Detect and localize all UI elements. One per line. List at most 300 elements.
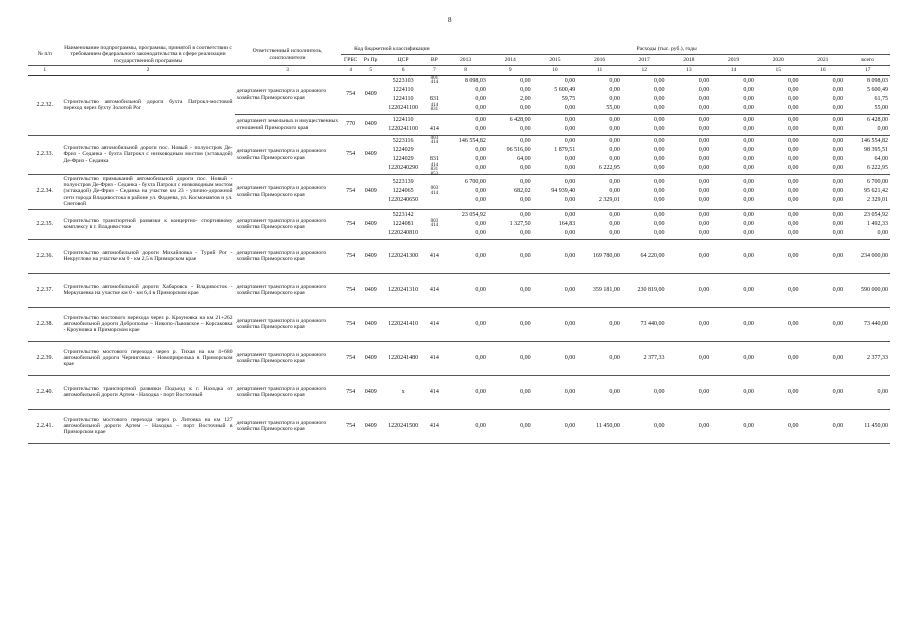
row-name: Строительство автомобильной дороги бухта Патрокл-мостовой переход через бухту Золотой Рог [61, 75, 234, 135]
year-value: 0,00 [609, 320, 620, 327]
total-value: 61,75 [874, 95, 888, 102]
year-value: 0,00 [743, 137, 754, 144]
year-value: 0,00 [832, 211, 844, 218]
total-value: 0,00 [877, 229, 888, 236]
year-value: 0,00 [475, 388, 486, 395]
year-value: 2 377,33 [643, 354, 665, 361]
row-year-list [577, 135, 622, 174]
csr-code: 5223103 [392, 77, 414, 84]
row-year-list [622, 135, 667, 174]
row-year-list [756, 174, 801, 209]
row-number: 2.2.39. [28, 341, 61, 375]
year-value: 169 780,00 [592, 252, 620, 259]
row-total-list [845, 75, 890, 114]
year-value: 0,00 [654, 104, 665, 111]
row-year-list [488, 409, 533, 443]
year-value: 11 450,00 [596, 422, 620, 429]
row-rzpr: 0409 [361, 307, 381, 341]
year-value: 0,00 [475, 104, 486, 111]
row-year-list [533, 114, 578, 135]
row-year-list [622, 341, 667, 375]
vr-code: 831 [429, 95, 439, 102]
row-year-list [667, 409, 712, 443]
year-value: 0,00 [698, 137, 710, 144]
row-csr-list [381, 75, 426, 114]
row-year-list [667, 114, 712, 135]
row-total-list [845, 341, 890, 375]
year-value: 0,00 [698, 125, 710, 132]
col-total: всего [845, 55, 890, 66]
year-value: 0,00 [564, 229, 576, 236]
year-value: 0,00 [698, 104, 710, 111]
year-value: 0,00 [832, 95, 844, 102]
row-year-list [488, 273, 533, 307]
year-value: 0,00 [788, 179, 799, 186]
row-vr-list [425, 273, 443, 307]
row-rzpr: 0409 [361, 114, 381, 135]
vr-code: 414 [429, 422, 439, 429]
year-value: 0,00 [564, 354, 576, 361]
row-grbs: 754 [341, 75, 361, 114]
year-value: 64 220,00 [640, 252, 665, 259]
year-value: 0,00 [475, 146, 486, 153]
year-value: 0,00 [564, 211, 576, 218]
row-year-list [711, 75, 756, 114]
row-total-list [845, 409, 890, 443]
year-value: 0,00 [654, 179, 665, 186]
column-number: 11 [577, 66, 622, 75]
year-value: 0,00 [520, 422, 531, 429]
vr-code-group [427, 187, 441, 196]
row-year-list [488, 341, 533, 375]
row-executor: департамент транспорта и дорожного хозяйства Приморского края [235, 375, 341, 409]
col-year: 2014 [488, 55, 533, 66]
row-year-list [488, 135, 533, 174]
col-name: Наименование подпрограммы, программы, принятой в соответствии с требованием федерального законодательства в сфере реализации государственной программы [61, 44, 234, 66]
year-value: 0,00 [475, 286, 486, 293]
row-year-list [577, 75, 622, 114]
row-vr-list [425, 341, 443, 375]
vr-code-group [427, 286, 441, 295]
table-row [28, 341, 890, 375]
year-value: 0,00 [698, 197, 710, 204]
row-csr-list [381, 239, 426, 273]
year-value: 230 819,00 [637, 286, 665, 293]
col-year: 2020 [756, 55, 801, 66]
row-executor: департамент транспорта и дорожного хозяйства Приморского края [235, 273, 341, 307]
year-value: 0,00 [832, 354, 844, 361]
total-value: 0,00 [877, 388, 888, 395]
year-value: 0,00 [788, 95, 799, 102]
year-value: 0,00 [475, 422, 486, 429]
row-year-list [756, 75, 801, 114]
total-value: 2 329,01 [867, 197, 888, 204]
column-number: 15 [756, 66, 801, 75]
row-year-list [488, 174, 533, 209]
csr-code: 1224081 [392, 220, 414, 227]
year-value: 0,00 [564, 125, 576, 132]
year-value: 0,00 [743, 188, 754, 195]
table-row [28, 209, 890, 239]
year-value: 0,00 [609, 229, 620, 236]
year-value: 64,00 [517, 155, 531, 162]
year-value: 146 554,82 [458, 137, 486, 144]
row-year-list [667, 307, 712, 341]
total-value: 5 600,49 [867, 86, 888, 93]
vr-code: 831 [429, 155, 439, 162]
total-value: 146 554,82 [861, 137, 888, 144]
year-value: 0,00 [832, 137, 844, 144]
row-rzpr: 0409 [361, 75, 381, 114]
row-year-list [533, 174, 578, 209]
column-number: 4 [341, 66, 361, 75]
year-value: 0,00 [520, 211, 531, 218]
year-value: 0,00 [743, 388, 754, 395]
column-number: 8 [443, 66, 488, 75]
row-rzpr: 0409 [361, 135, 381, 174]
csr-code: 5223142 [392, 211, 414, 218]
year-value: 0,00 [609, 86, 620, 93]
column-number: 13 [667, 66, 712, 75]
row-year-list [756, 341, 801, 375]
vr-code: 853 [430, 171, 439, 177]
column-number: 17 [845, 66, 890, 75]
year-value: 0,00 [609, 116, 620, 123]
row-rzpr: 0409 [361, 409, 381, 443]
row-year-list [488, 209, 533, 239]
vr-code: 414 [430, 102, 439, 108]
row-vr-list [425, 114, 443, 135]
row-year-list [667, 135, 712, 174]
vr-code: 003 [430, 135, 439, 141]
year-value: 0,00 [654, 229, 665, 236]
year-value: 0,00 [788, 77, 799, 84]
year-value: 0,00 [788, 164, 799, 171]
row-grbs: 754 [341, 209, 361, 239]
year-value: 0,00 [609, 95, 620, 102]
row-year-list [533, 307, 578, 341]
year-value: 0,00 [520, 77, 531, 84]
year-value: 23 054,92 [461, 211, 486, 218]
row-year-list [533, 409, 578, 443]
total-value: 98 395,51 [864, 146, 888, 153]
row-year-list [443, 375, 488, 409]
column-number: 14 [711, 66, 756, 75]
total-value: 2 377,33 [867, 354, 888, 361]
vr-code: 414 [429, 286, 439, 293]
year-value: 0,00 [475, 320, 486, 327]
row-number: 2.2.34. [28, 174, 61, 209]
year-value: 8 098,03 [464, 77, 486, 84]
row-year-list [577, 307, 622, 341]
vr-code-group [427, 77, 441, 86]
year-value: 0,00 [788, 229, 799, 236]
row-csr-list [381, 209, 426, 239]
row-year-list [577, 114, 622, 135]
row-year-list [801, 273, 846, 307]
row-csr-list [381, 135, 426, 174]
year-value: 0,00 [564, 179, 576, 186]
year-value: 0,00 [654, 155, 665, 162]
row-grbs: 754 [341, 341, 361, 375]
row-rzpr: 0409 [361, 273, 381, 307]
year-value: 0,00 [654, 197, 665, 204]
year-value: 0,00 [832, 125, 844, 132]
year-value: 0,00 [609, 155, 620, 162]
row-year-list [756, 209, 801, 239]
year-value: 0,00 [832, 229, 844, 236]
year-value: 0,00 [743, 77, 754, 84]
row-year-list [622, 273, 667, 307]
row-number: 2.2.36. [28, 239, 61, 273]
row-year-list [756, 239, 801, 273]
row-csr-list [381, 341, 426, 375]
year-value: 0,00 [743, 164, 754, 171]
year-value: 1 879,51 [554, 146, 576, 153]
year-value: 0,00 [475, 252, 486, 259]
year-value: 0,00 [609, 211, 620, 218]
year-value: 0,00 [788, 422, 799, 429]
table-row [28, 135, 890, 174]
total-value: 234 000,00 [861, 252, 888, 259]
col-num: № п/п [28, 44, 61, 66]
year-value: 94 939,40 [551, 188, 576, 195]
vr-code-group [427, 104, 441, 113]
year-value: 0,00 [743, 220, 754, 227]
year-value: 0,00 [654, 146, 665, 153]
year-value: 0,00 [788, 354, 799, 361]
year-value: 0,00 [609, 125, 620, 132]
year-value: 0,00 [475, 354, 486, 361]
vr-code-group [427, 196, 441, 205]
year-value: 682,02 [514, 188, 531, 195]
csr-code: 1220241100 [388, 104, 418, 111]
total-value: 73 440,00 [864, 320, 888, 327]
year-value: 5 600,49 [554, 86, 576, 93]
year-value: 0,00 [743, 211, 754, 218]
col-year: 2019 [711, 55, 756, 66]
year-value: 0,00 [654, 388, 665, 395]
total-value: 8 098,03 [867, 77, 888, 84]
year-value: 0,00 [609, 77, 620, 84]
vr-code-group [427, 422, 441, 431]
row-name: Строительство транспортной развязки к концертно- спортивному комплексу в г. Владивостоке [61, 209, 234, 239]
row-number: 2.2.38. [28, 307, 61, 341]
row-rzpr: 0409 [361, 375, 381, 409]
row-grbs: 754 [341, 135, 361, 174]
row-name: Строительство транспортной развязки Подъезд к г. Находка от автомобильной дороги Артем - Находка - порт Восточный [61, 375, 234, 409]
col-grbs: ГРБС [341, 55, 361, 66]
row-year-list [443, 75, 488, 114]
year-value: 0,00 [788, 188, 799, 195]
row-grbs: 754 [341, 375, 361, 409]
row-year-list [801, 307, 846, 341]
year-value: 0,00 [475, 229, 486, 236]
row-year-list [756, 135, 801, 174]
year-value: 0,00 [743, 95, 754, 102]
year-value: 0,00 [698, 146, 710, 153]
vr-code-group [427, 229, 441, 238]
year-value: 0,00 [832, 220, 844, 227]
row-number: 2.2.37. [28, 273, 61, 307]
csr-code: 1220241300 [388, 252, 419, 259]
row-total-list [845, 174, 890, 209]
year-value: 0,00 [654, 116, 665, 123]
year-value: 0,00 [654, 188, 665, 195]
year-value: 0,00 [788, 320, 799, 327]
row-year-list [443, 174, 488, 209]
row-year-list [577, 239, 622, 273]
row-name: Строительство автомобильной дороги Хабаровск - Владивосток - Меркушевка на участке км 0 - км 6,4 в Приморском крае [61, 273, 234, 307]
year-value: 0,00 [698, 354, 710, 361]
col-year: 2016 [577, 55, 622, 66]
vr-code-group [427, 252, 441, 261]
year-value: 0,00 [520, 286, 531, 293]
year-value: 0,00 [698, 86, 710, 93]
year-value: 0,00 [520, 137, 531, 144]
column-number: 5 [361, 66, 381, 75]
year-value: 0,00 [564, 116, 576, 123]
csr-code: 5223139 [392, 179, 414, 186]
vr-code: 414 [430, 223, 439, 229]
row-year-list [756, 375, 801, 409]
year-value: 0,00 [654, 422, 665, 429]
year-value: 0,00 [654, 164, 665, 171]
row-year-list [801, 375, 846, 409]
csr-code: 1224029 [392, 146, 414, 153]
year-value: 0,00 [698, 220, 710, 227]
col-year: 2015 [533, 55, 578, 66]
row-number: 2.2.41. [28, 409, 61, 443]
year-value: 0,00 [564, 137, 576, 144]
vr-code-group [427, 146, 441, 155]
year-value: 6 428,00 [509, 116, 531, 123]
row-year-list [533, 209, 578, 239]
year-value: 0,00 [475, 95, 486, 102]
col-year: 2021 [801, 55, 846, 66]
row-rzpr: 0409 [361, 209, 381, 239]
vr-code: 414 [429, 320, 439, 327]
vr-code-group [427, 86, 441, 95]
year-value: 0,00 [788, 125, 799, 132]
year-value: 0,00 [788, 388, 799, 395]
year-value: 6 222,95 [598, 164, 620, 171]
row-vr-list [425, 75, 443, 114]
row-year-list [443, 114, 488, 135]
table-row [28, 375, 890, 409]
year-value: 0,00 [832, 164, 844, 171]
year-value: 0,00 [832, 320, 844, 327]
column-number: 7 [425, 66, 443, 75]
year-value: 6 700,00 [464, 179, 486, 186]
row-executor: департамент транспорта и дорожного хозяйства Приморского края [235, 409, 341, 443]
row-year-list [622, 307, 667, 341]
year-value: 0,00 [788, 197, 799, 204]
row-year-list [801, 75, 846, 114]
year-value: 0,00 [788, 252, 799, 259]
column-number: 2 [61, 66, 234, 75]
row-year-list [488, 307, 533, 341]
row-year-list [667, 375, 712, 409]
col-year: 2018 [667, 55, 712, 66]
year-value: 0,00 [698, 422, 710, 429]
year-value: 0,00 [743, 116, 754, 123]
year-value: 59,75 [561, 95, 576, 102]
row-year-list [756, 409, 801, 443]
year-value: 0,00 [475, 125, 486, 132]
vr-code: 414 [430, 162, 439, 168]
row-year-list [533, 375, 578, 409]
year-value: 0,00 [520, 125, 531, 132]
year-value: 55,00 [606, 104, 620, 111]
year-value: 0,00 [654, 95, 665, 102]
row-year-list [622, 174, 667, 209]
vr-code: 414 [429, 252, 439, 259]
year-value: 0,00 [520, 164, 531, 171]
row-year-list [488, 75, 533, 114]
year-value: 0,00 [832, 155, 844, 162]
year-value: 0,00 [788, 146, 799, 153]
table-header [28, 44, 890, 75]
table-row [28, 409, 890, 443]
year-value: 0,00 [698, 164, 710, 171]
vr-code: 414 [430, 140, 439, 146]
year-value: 0,00 [743, 286, 754, 293]
year-value: 0,00 [698, 320, 710, 327]
year-value: 0,00 [788, 116, 799, 123]
year-value: 0,00 [475, 220, 486, 227]
vr-code-group [427, 162, 441, 177]
year-value: 0,00 [520, 354, 531, 361]
row-year-list [577, 273, 622, 307]
row-vr-list [425, 409, 443, 443]
year-value: 0,00 [520, 86, 531, 93]
csr-code: 1220241100 [388, 125, 418, 132]
row-name: Строительство автомобильной дороги Михайловка - Турий Рог - Некруглово на участке км 0 - км 2,5 в Приморском крае [61, 239, 234, 273]
year-value: 0,00 [743, 104, 754, 111]
year-value: 0,00 [743, 252, 754, 259]
total-value: 1 492,33 [867, 220, 888, 227]
row-vr-list [425, 239, 443, 273]
total-value: 11 450,00 [864, 422, 888, 429]
vr-code-group [427, 220, 441, 229]
row-year-list [756, 273, 801, 307]
row-grbs: 754 [341, 273, 361, 307]
year-value: 0,00 [832, 286, 844, 293]
column-number: 6 [381, 66, 426, 75]
vr-code: 003 [430, 218, 439, 224]
row-vr-list [425, 171, 443, 209]
row-year-list [533, 273, 578, 307]
year-value: 0,00 [698, 286, 710, 293]
row-grbs: 754 [341, 174, 361, 209]
row-executor: департамент транспорта и дорожного хозяйства Приморского края [235, 75, 341, 114]
year-value: 0,00 [698, 77, 710, 84]
row-year-list [443, 135, 488, 174]
total-value: 64,00 [874, 155, 888, 162]
row-year-list [711, 409, 756, 443]
row-rzpr: 0409 [361, 239, 381, 273]
year-value: 0,00 [564, 252, 576, 259]
row-vr-list [425, 307, 443, 341]
year-value: 0,00 [743, 146, 754, 153]
year-value: 0,00 [743, 86, 754, 93]
row-executor: департамент транспорта и дорожного хозяйства Приморского края [235, 307, 341, 341]
year-value: 0,00 [743, 229, 754, 236]
row-total-list [845, 375, 890, 409]
vr-code-group [427, 125, 441, 134]
total-value: 55,00 [874, 104, 888, 111]
